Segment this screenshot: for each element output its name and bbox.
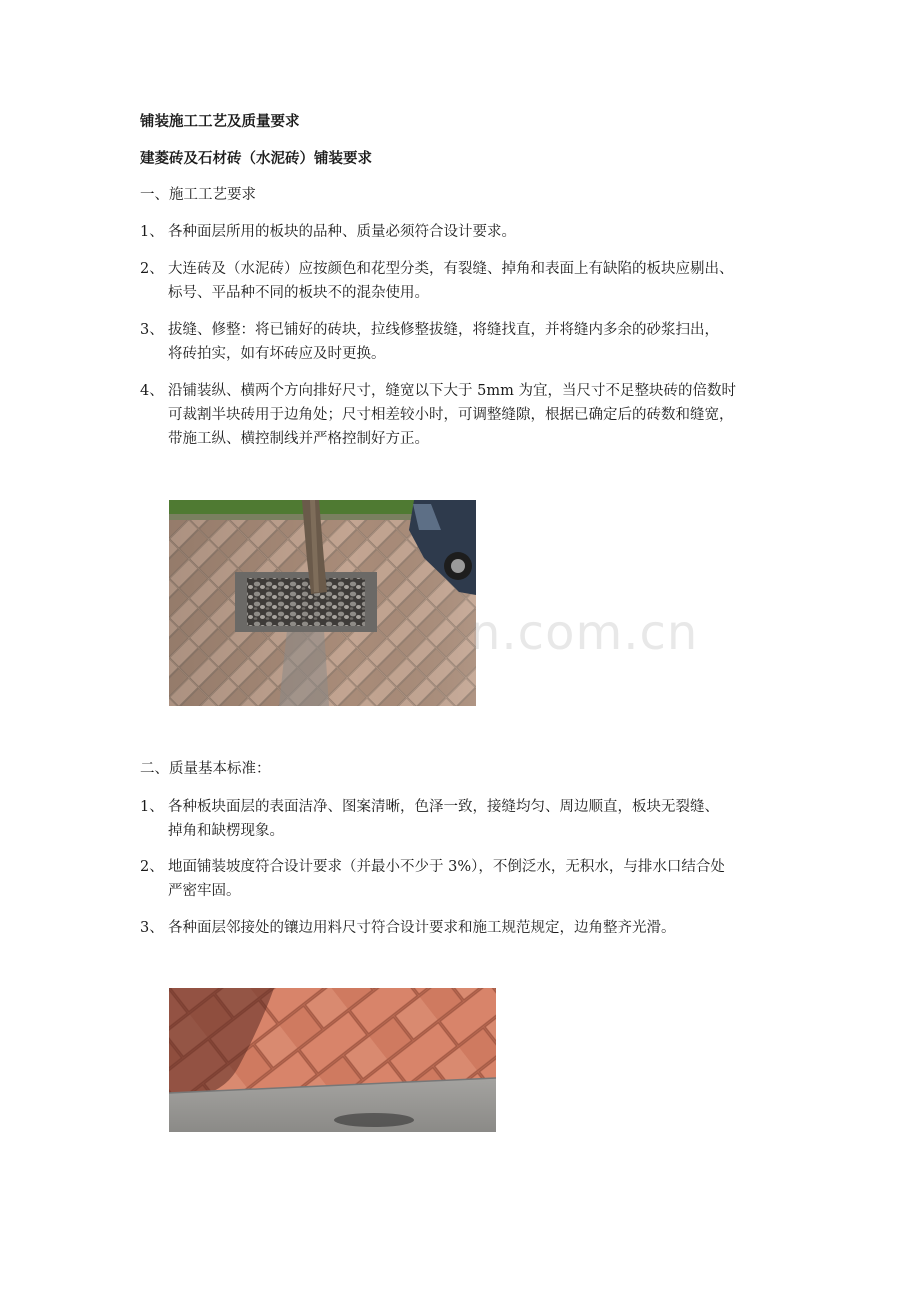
s1-item2-line2: 标号、平品种不同的板块不的混杂使用。 xyxy=(168,285,429,301)
section1-heading: 一、施工工艺要求 xyxy=(140,187,256,203)
s2-item2-text xyxy=(168,855,808,903)
s2-item2-line1: 地面铺装坡度符合设计要求（并最小不少于 3%），不倒泛水，无积水，与排水口结合处 xyxy=(168,859,725,875)
s2-item1-line2: 掉角和缺楞现象。 xyxy=(168,823,284,839)
s1-item2-number: 2、 xyxy=(140,261,164,277)
s2-item3-number: 3、 xyxy=(140,920,164,936)
s1-item4-line3: 带施工纵、横控制线并严格控制好方正。 xyxy=(168,431,429,447)
s1-item4-line2: 可裁割半块砖用于边角处；尺寸相差较小时，可调整缝隙，根据已确定后的砖数和缝宽， xyxy=(168,407,734,423)
s1-item3-number: 3、 xyxy=(140,322,164,338)
watermark-text: n.com.cn xyxy=(470,605,699,661)
s1-item2-text xyxy=(168,257,808,305)
section2-heading: 二、质量基本标准： xyxy=(140,761,271,777)
s2-item2-line2: 严密牢固。 xyxy=(168,883,241,899)
s1-item1-number: 1、 xyxy=(140,224,164,240)
document-title: 铺装施工工艺及质量要求 xyxy=(140,113,300,130)
s2-item1-number: 1、 xyxy=(140,799,164,815)
s1-item4-line1: 沿铺装纵、横两个方向排好尺寸，缝宽以下大于 5mm 为宜，当尺寸不足整块砖的倍数时 xyxy=(168,383,736,399)
s1-item3-line2: 将砖拍实，如有坏砖应及时更换。 xyxy=(168,346,386,362)
s1-item4-number: 4、 xyxy=(140,383,164,399)
s1-item3-text xyxy=(168,318,808,366)
s2-item1-text xyxy=(168,795,808,843)
s1-item1-line1: 各种面层所用的板块的品种、质量必须符合设计要求。 xyxy=(168,224,516,240)
s2-item1-line1: 各种板块面层的表面洁净、图案清晰，色泽一致，接缝均匀、周边顺直，板块无裂缝、 xyxy=(168,799,719,815)
brick-edge-paving-photo xyxy=(169,988,496,1132)
tree-pit-paving-photo xyxy=(169,500,476,706)
s1-item2-line1: 大连砖及（水泥砖）应按颜色和花型分类，有裂缝、掉角和表面上有缺陷的板块应剔出、 xyxy=(168,261,734,277)
s2-item2-number: 2、 xyxy=(140,859,164,875)
s2-item3-text xyxy=(168,916,808,940)
s1-item3-line1: 拔缝、修整：将已铺好的砖块，拉线修整拔缝，将缝找直，并将缝内多余的砂浆扫出， xyxy=(168,322,719,338)
s1-item1-text xyxy=(168,220,808,244)
s1-item4-text xyxy=(168,379,808,451)
document-subtitle: 建菱砖及石材砖（水泥砖）铺装要求 xyxy=(140,150,372,167)
s2-item3-line1: 各种面层邻接处的镶边用料尺寸符合设计要求和施工规范规定，边角整齐光滑。 xyxy=(168,920,676,936)
